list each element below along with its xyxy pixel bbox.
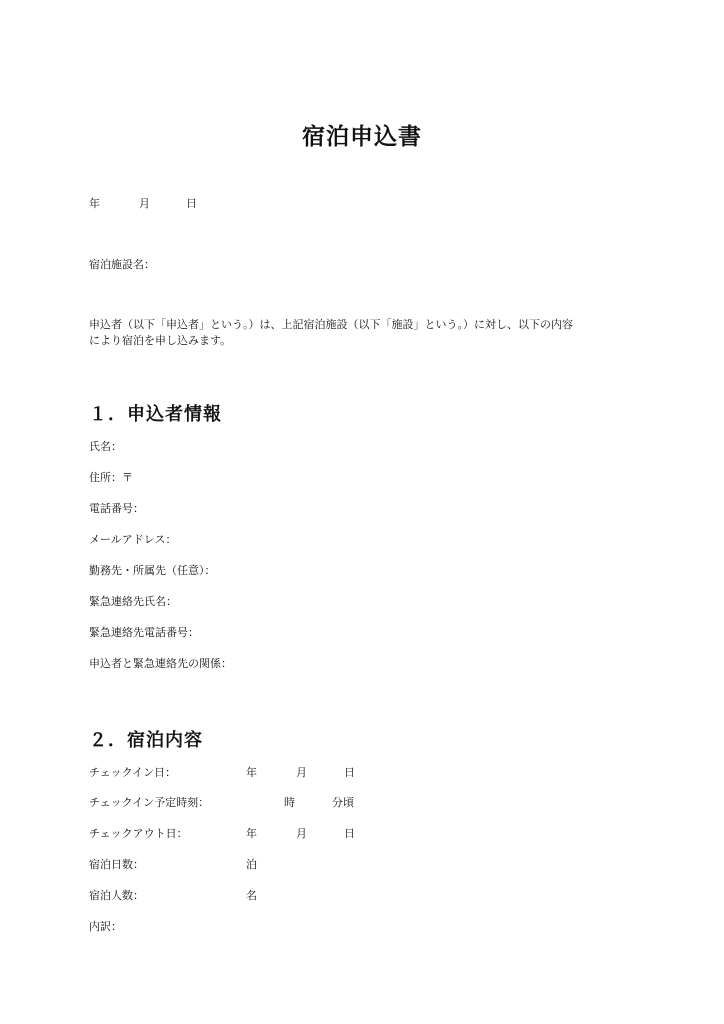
date-day-label: 日 bbox=[186, 197, 197, 210]
checkin-time-label: チェックイン予定時刻： bbox=[89, 796, 210, 809]
checkout-year-label: 年 bbox=[246, 827, 257, 840]
applicant-phone-label: 電話番号： bbox=[89, 502, 144, 515]
nights-unit-label: 泊 bbox=[246, 858, 257, 871]
section-2-heading: ２．宿泊内容 bbox=[89, 730, 203, 751]
date-month-label: 月 bbox=[139, 197, 150, 210]
checkin-date-label: チェックイン日： bbox=[89, 766, 177, 779]
emergency-contact-phone-label: 緊急連絡先電話番号： bbox=[89, 626, 199, 639]
nights-label: 宿泊日数： bbox=[89, 858, 144, 871]
checkout-month-label: 月 bbox=[296, 827, 307, 840]
section-1-heading: １．申込者情報 bbox=[89, 404, 222, 425]
breakdown-label: 内訳： bbox=[89, 920, 122, 933]
emergency-contact-name-label: 緊急連絡先氏名： bbox=[89, 595, 177, 608]
applicant-name-label: 氏名： bbox=[89, 440, 122, 453]
checkin-day-label: 日 bbox=[344, 766, 355, 779]
guests-unit-label: 名 bbox=[246, 889, 257, 902]
applicant-workplace-label: 勤務先・所属先（任意）： bbox=[89, 564, 216, 577]
guests-label: 宿泊人数： bbox=[89, 889, 144, 902]
intro-line-1: 申込者（以下「申込者」という。）は、上記宿泊施設（以下「施設」という。）に対し、以下の内容 bbox=[89, 318, 573, 331]
checkin-hour-label: 時 bbox=[284, 796, 295, 809]
checkin-year-label: 年 bbox=[246, 766, 257, 779]
intro-line-2: により宿泊を申し込みます。 bbox=[89, 334, 232, 347]
checkout-date-label: チェックアウト日： bbox=[89, 827, 188, 840]
emergency-contact-relation-label: 申込者と緊急連絡先の関係： bbox=[89, 657, 232, 670]
checkin-minute-label: 分頃 bbox=[332, 796, 354, 809]
applicant-email-label: メールアドレス： bbox=[89, 533, 177, 546]
checkin-month-label: 月 bbox=[296, 766, 307, 779]
applicant-address-label: 住所：〒 bbox=[89, 471, 133, 484]
date-year-label: 年 bbox=[89, 197, 100, 210]
facility-name-label: 宿泊施設名： bbox=[89, 258, 155, 271]
document-title: 宿泊申込書 bbox=[302, 124, 422, 150]
checkout-day-label: 日 bbox=[344, 827, 355, 840]
